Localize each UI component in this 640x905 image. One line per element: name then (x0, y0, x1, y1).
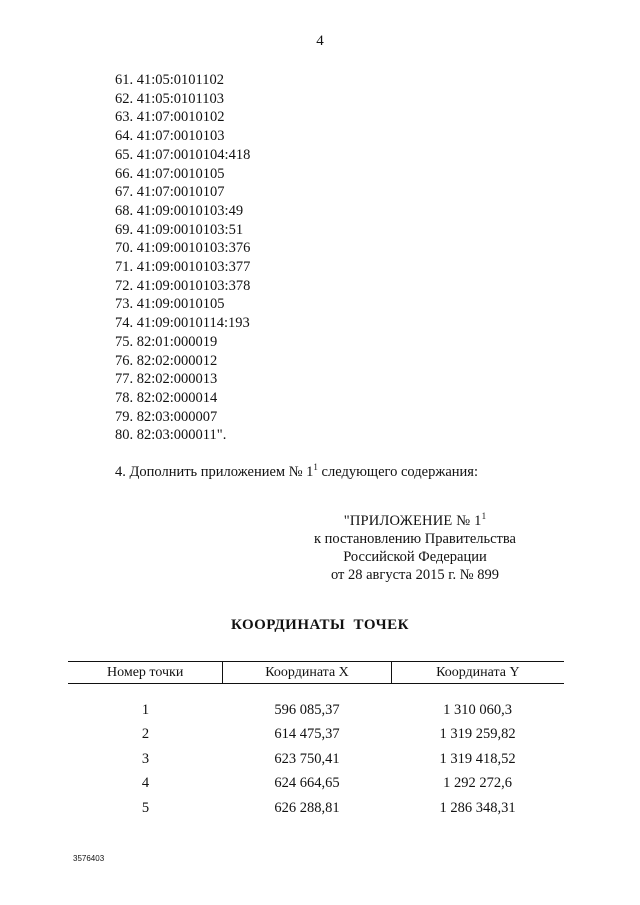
page-number: 4 (316, 33, 324, 49)
list-item: 65. 41:07:0010104:418 (115, 146, 251, 163)
cell-coordinate-x: 626 288,81 (274, 799, 340, 816)
cell-coordinate-x: 614 475,37 (274, 726, 340, 743)
table-body (68, 698, 564, 821)
coordinates-table (68, 661, 564, 821)
cell-point-number: 1 (141, 701, 150, 718)
appendix-title: "ПРИЛОЖЕНИЕ № 1 (343, 513, 482, 529)
list-item: 62. 41:05:0101103 (115, 90, 225, 107)
table-row (68, 796, 564, 821)
amendment-text (115, 464, 478, 481)
list-item: 75. 82:01:000019 (115, 333, 218, 350)
cell-coordinate-y: 1 319 259,82 (439, 726, 516, 743)
header-coordinate-x: Координата X (223, 662, 391, 683)
list-item: 68. 41:09:0010103:49 (115, 202, 244, 219)
header-coordinate-y: Координата Y (436, 664, 520, 680)
appendix-line-2: к постановлению Правительства (314, 531, 516, 547)
cell-coordinate-x: 624 664,65 (274, 775, 340, 792)
cell-coordinate-y: 1 310 060,3 (443, 701, 512, 718)
list-item: 69. 41:09:0010103:51 (115, 221, 244, 238)
list-item: 79. 82:03:000007 (115, 408, 218, 425)
list-item: 71. 41:09:0010103:377 (115, 259, 251, 276)
list-item: 77. 82:02:000013 (115, 371, 218, 388)
list-item: 64. 41:07:0010103 (115, 128, 225, 145)
cell-point-number: 3 (141, 750, 150, 767)
cell-point-number: 2 (141, 726, 150, 743)
table-row (68, 723, 564, 748)
table-header-row (68, 661, 564, 684)
list-item: 76. 82:02:000012 (115, 352, 218, 369)
appendix-header (300, 512, 530, 584)
appendix-line-4: от 28 августа 2015 г. № 899 (330, 567, 500, 583)
list-item: 78. 82:02:000014 (115, 389, 218, 406)
table-row (68, 747, 564, 772)
list-item: 74. 41:09:0010114:193 (115, 315, 250, 332)
list-item: 63. 41:07:0010102 (115, 109, 225, 126)
document-code: 3576403 (73, 854, 105, 863)
amendment-text-after: следующего содержания: (317, 464, 478, 480)
cadastral-number-list (115, 71, 250, 445)
amendment-text-before: 4. Дополнить приложением № 1 (115, 464, 314, 480)
appendix-title-superscript: 1 (481, 511, 487, 521)
cell-coordinate-y: 1 319 418,52 (439, 750, 516, 767)
header-point-number: Номер точки (68, 662, 223, 683)
cell-coordinate-x: 623 750,41 (274, 750, 340, 767)
list-item: 67. 41:07:0010107 (115, 184, 225, 201)
list-item: 73. 41:09:0010105 (115, 296, 225, 313)
cell-point-number: 4 (141, 775, 150, 792)
list-item: 80. 82:03:000011". (115, 427, 227, 444)
cell-coordinate-y: 1 286 348,31 (439, 799, 516, 816)
table-row (68, 698, 564, 723)
cell-coordinate-y: 1 292 272,6 (443, 775, 512, 792)
appendix-line-3: Российской Федерации (343, 549, 487, 565)
list-item: 61. 41:05:0101102 (115, 72, 225, 88)
amendment-superscript: 1 (313, 462, 318, 472)
table-row (68, 772, 564, 797)
cell-coordinate-x: 596 085,37 (274, 701, 340, 718)
list-item: 72. 41:09:0010103:378 (115, 277, 251, 294)
cell-point-number: 5 (141, 799, 150, 816)
list-item: 66. 41:07:0010105 (115, 165, 225, 182)
coordinates-heading: КООРДИНАТЫ ТОЧЕК (230, 617, 410, 633)
list-item: 70. 41:09:0010103:376 (115, 240, 251, 257)
